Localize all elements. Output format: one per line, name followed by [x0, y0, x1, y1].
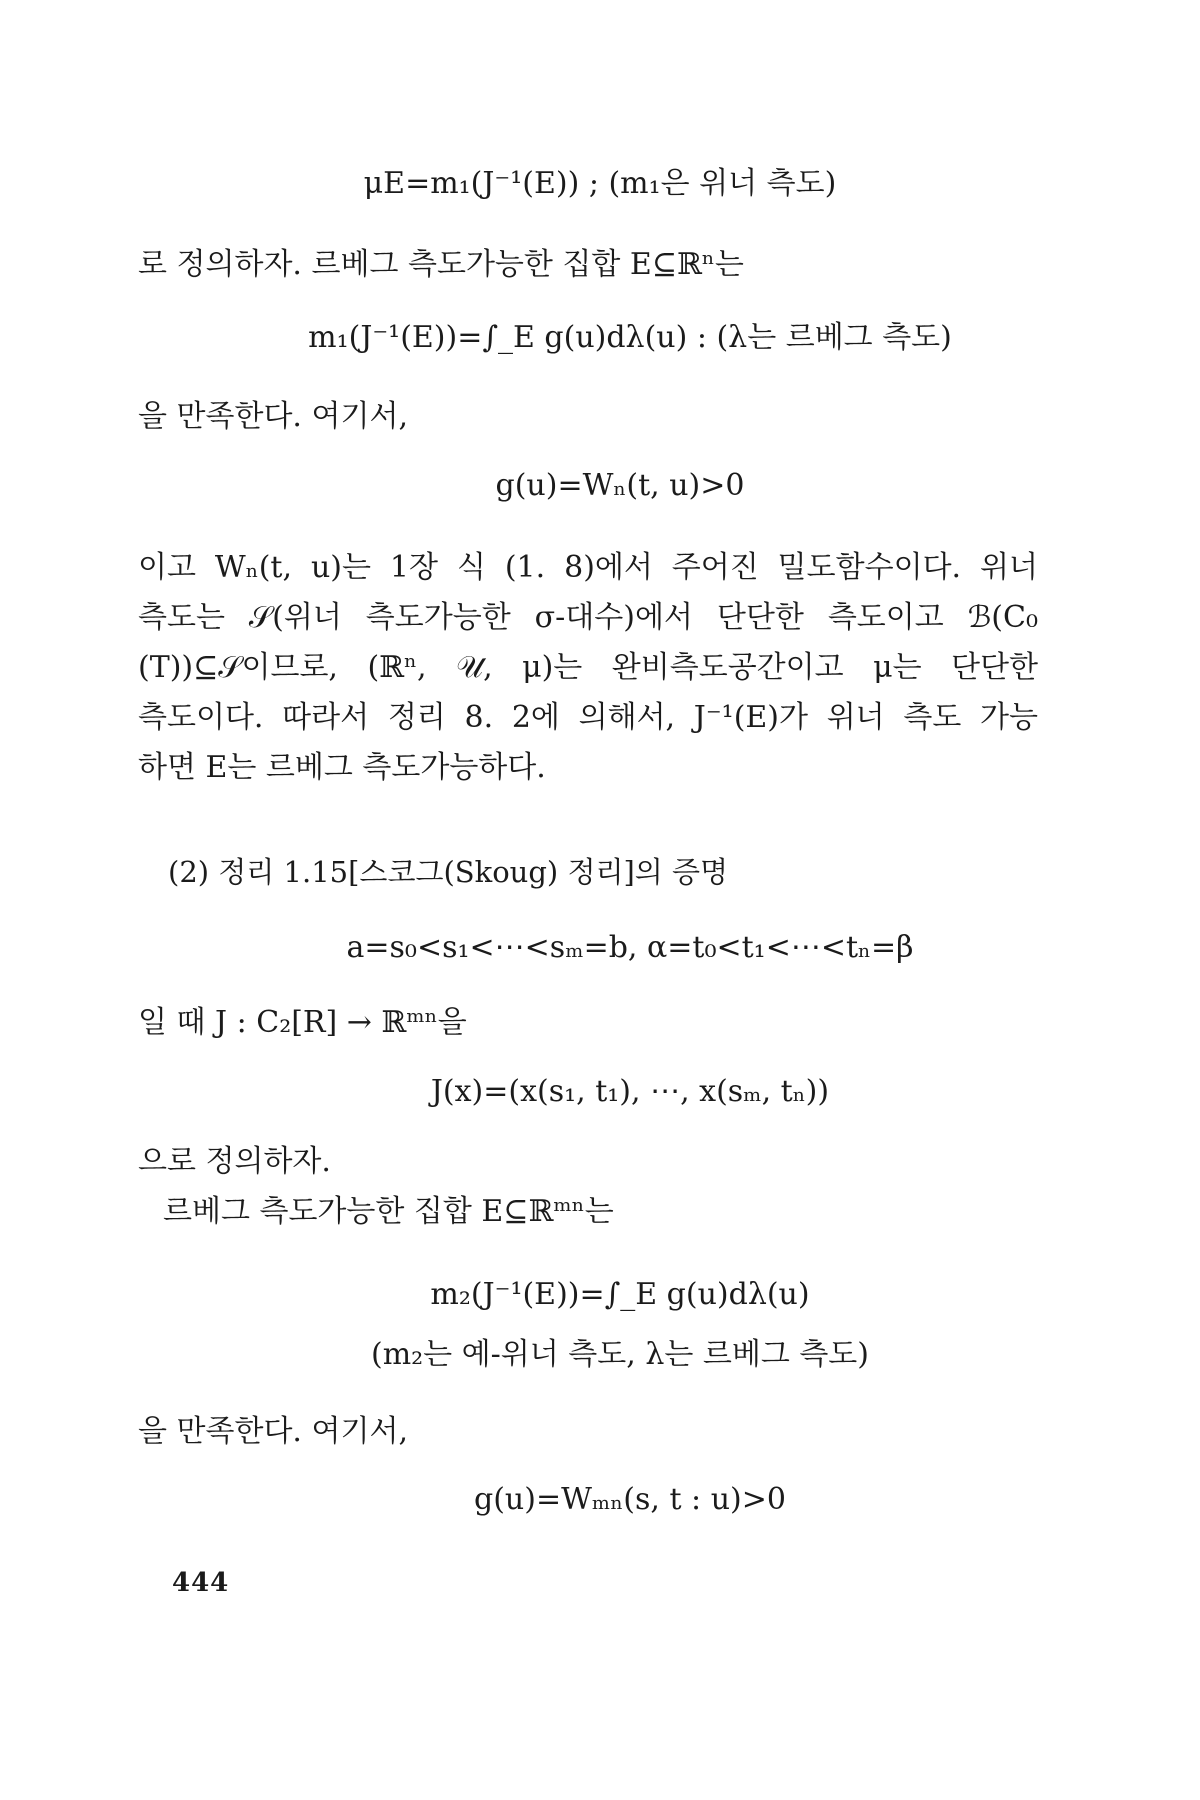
text-span: 일 때 J : C₂[R] → ℝᵐⁿ을 — [138, 1005, 467, 1040]
equation-text: m₁(J⁻¹(E))=∫_E g(u)dλ(u) : (λ는 르베그 측도) — [308, 320, 952, 355]
text-line — [138, 698, 1038, 738]
equation-text: a=s₀<s₁<⋯<sₘ=b, α=t₀<t₁<⋯<tₙ=β — [346, 930, 914, 965]
text-span: (T))⊆𝒮이므로, (ℝⁿ, 𝒰, μ)는 완비측도공간이고 μ는 단단한 — [138, 650, 1038, 685]
section-heading — [168, 852, 728, 892]
equation-note — [0, 1335, 1200, 1375]
equation-text: g(u)=Wₙ(t, u)>0 — [495, 468, 745, 503]
equation-J-x — [0, 1072, 1200, 1112]
text-line — [138, 648, 1038, 688]
text-line — [138, 1142, 1038, 1182]
text-line — [138, 397, 1038, 437]
text-span: 측도는 𝒮(위너 측도가능한 σ-대수)에서 단단한 측도이고 ℬ(C₀ — [138, 600, 1038, 635]
equation-text: J(x)=(x(s₁, t₁), ⋯, x(sₘ, tₙ)) — [430, 1074, 830, 1109]
equation-g-u-mn — [0, 1480, 1200, 1520]
equation-text: g(u)=Wₘₙ(s, t : u)>0 — [474, 1482, 786, 1517]
equation-text: μE=m₁(J⁻¹(E)) ; (m₁은 위너 측도) — [363, 166, 837, 201]
text-span: 하면 E는 르베그 측도가능하다. — [138, 750, 546, 785]
text-line — [138, 548, 1038, 588]
text-line — [138, 1412, 1038, 1452]
text-line — [138, 245, 1038, 285]
text-line — [138, 598, 1038, 638]
equation-mu-E — [0, 164, 1200, 204]
equation-text: (m₂는 예-위너 측도, λ는 르베그 측도) — [370, 1337, 869, 1372]
equation-text: m₂(J⁻¹(E))=∫_E g(u)dλ(u) — [430, 1277, 810, 1312]
page-number: 444 — [172, 1568, 230, 1598]
text-span: 로 정의하자. 르베그 측도가능한 집합 E⊆ℝⁿ는 — [138, 247, 744, 282]
text-span: 을 만족한다. 여기서, — [138, 399, 408, 434]
text-span: 으로 정의하자. — [138, 1144, 331, 1179]
text-line — [138, 1003, 1038, 1043]
equation-m2-integral — [0, 1275, 1200, 1315]
equation-partition — [0, 928, 1200, 968]
heading-text: (2) 정리 1.15[스코그(Skoug) 정리]의 증명 — [168, 855, 729, 889]
equation-m1-integral — [0, 318, 1200, 358]
text-span: 이고 Wₙ(t, u)는 1장 식 (1. 8)에서 주어진 밀도함수이다. 위너 — [138, 550, 1038, 585]
text-line — [163, 1192, 614, 1232]
text-span: 르베그 측도가능한 집합 E⊆ℝᵐⁿ는 — [163, 1194, 614, 1229]
text-span: 을 만족한다. 여기서, — [138, 1414, 408, 1449]
equation-g-u — [0, 466, 1200, 506]
text-span: 측도이다. 따라서 정리 8. 2에 의해서, J⁻¹(E)가 위너 측도 가능 — [138, 700, 1038, 735]
text-line — [138, 748, 1038, 788]
